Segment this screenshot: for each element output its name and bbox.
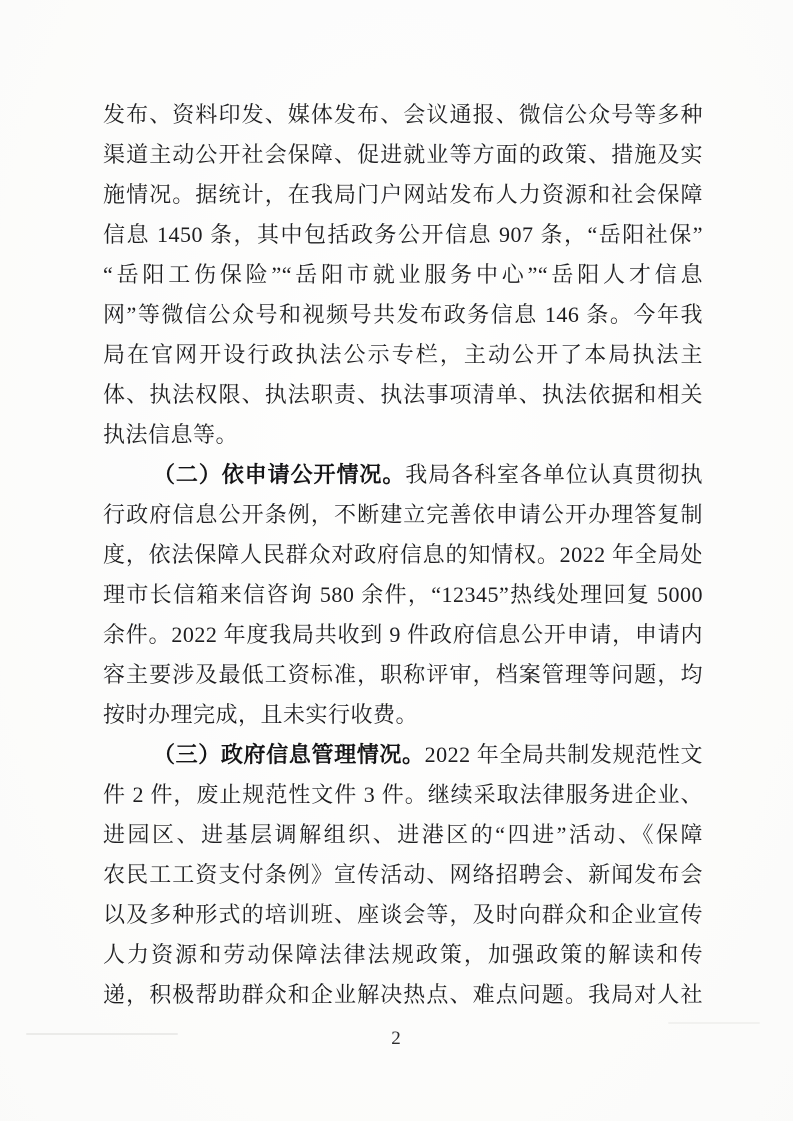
- text-line: [103, 335, 703, 375]
- text-line: [103, 735, 703, 775]
- text-line: [103, 935, 703, 975]
- text-line: [103, 415, 703, 455]
- text-line: [103, 655, 703, 695]
- text-segment: 执法信息等。: [103, 422, 239, 447]
- text-line: [103, 895, 703, 935]
- section-heading: （三）政府信息管理情况。: [153, 742, 425, 767]
- text-line: [103, 575, 703, 615]
- text-line: [103, 975, 703, 1015]
- document-body: [103, 95, 703, 1015]
- text-segment: 按时办理完成，且未实行收费。: [103, 702, 419, 727]
- text-segment: 人力资源和劳动保障法律法规政策，加强政策的解读和传: [103, 942, 703, 967]
- text-line: [103, 95, 703, 135]
- text-segment: 渠道主动公开社会保障、促进就业等方面的政策、措施及实: [103, 142, 703, 167]
- text-line: [103, 815, 703, 855]
- page-number: 2: [391, 1028, 402, 1049]
- text-segment: 余件。2022 年度我局共收到 9 件政府信息公开申请，申请内: [103, 622, 703, 647]
- text-segment: 理市长信箱来信咨询 580 余件，“12345”热线处理回复 5000: [103, 582, 703, 607]
- text-segment: 进园区、进基层调解组织、进港区的“四进”活动、《保障: [103, 822, 703, 847]
- text-line: [103, 295, 703, 335]
- text-segment: “岳阳工伤保险”“岳阳市就业服务中心”“岳阳人才信息: [103, 262, 703, 287]
- text-line: [103, 135, 703, 175]
- text-segment: 2022 年全局共制发规范性文: [424, 742, 703, 767]
- text-segment: 施情况。据统计，在我局门户网站发布人力资源和社会保障: [103, 182, 703, 207]
- text-line: [103, 495, 703, 535]
- text-segment: 我局各科室各单位认真贯彻执: [405, 462, 703, 487]
- text-segment: 局在官网开设行政执法公示专栏，主动公开了本局执法主: [103, 342, 703, 367]
- text-segment: 件 2 件，废止规范性文件 3 件。继续采取法律服务进企业、: [103, 782, 703, 807]
- text-line: [103, 215, 703, 255]
- text-line: [103, 775, 703, 815]
- text-segment: 网”等微信公众号和视频号共发布政务信息 146 条。今年我: [103, 302, 703, 327]
- text-line: [103, 615, 703, 655]
- text-segment: 发布、资料印发、媒体发布、会议通报、微信公众号等多种: [103, 102, 703, 127]
- text-segment: 容主要涉及最低工资标准，职称评审，档案管理等问题，均: [103, 662, 703, 687]
- section-heading: （二）依申请公开情况。: [153, 462, 406, 487]
- text-segment: 体、执法权限、执法职责、执法事项清单、执法依据和相关: [103, 382, 703, 407]
- text-segment: 行政府信息公开条例，不断建立完善依申请公开办理答复制: [103, 502, 703, 527]
- text-line: [103, 695, 703, 735]
- text-segment: 递，积极帮助群众和企业解决热点、难点问题。我局对人社: [103, 982, 703, 1007]
- text-line: [103, 855, 703, 895]
- text-segment: 以及多种形式的培训班、座谈会等，及时向群众和企业宣传: [103, 902, 703, 927]
- text-line: [103, 535, 703, 575]
- text-segment: 信息 1450 条，其中包括政务公开信息 907 条，“岳阳社保”: [103, 222, 703, 247]
- text-line: [103, 375, 703, 415]
- text-line: [103, 455, 703, 495]
- text-segment: 度，依法保障人民群众对政府信息的知情权。2022 年全局处: [103, 542, 703, 567]
- document-lines: [103, 95, 703, 1015]
- text-line: [103, 255, 703, 295]
- text-segment: 农民工工资支付条例》宣传活动、网络招聘会、新闻发布会: [103, 862, 703, 887]
- text-line: [103, 175, 703, 215]
- scan-artifact: [668, 1022, 760, 1024]
